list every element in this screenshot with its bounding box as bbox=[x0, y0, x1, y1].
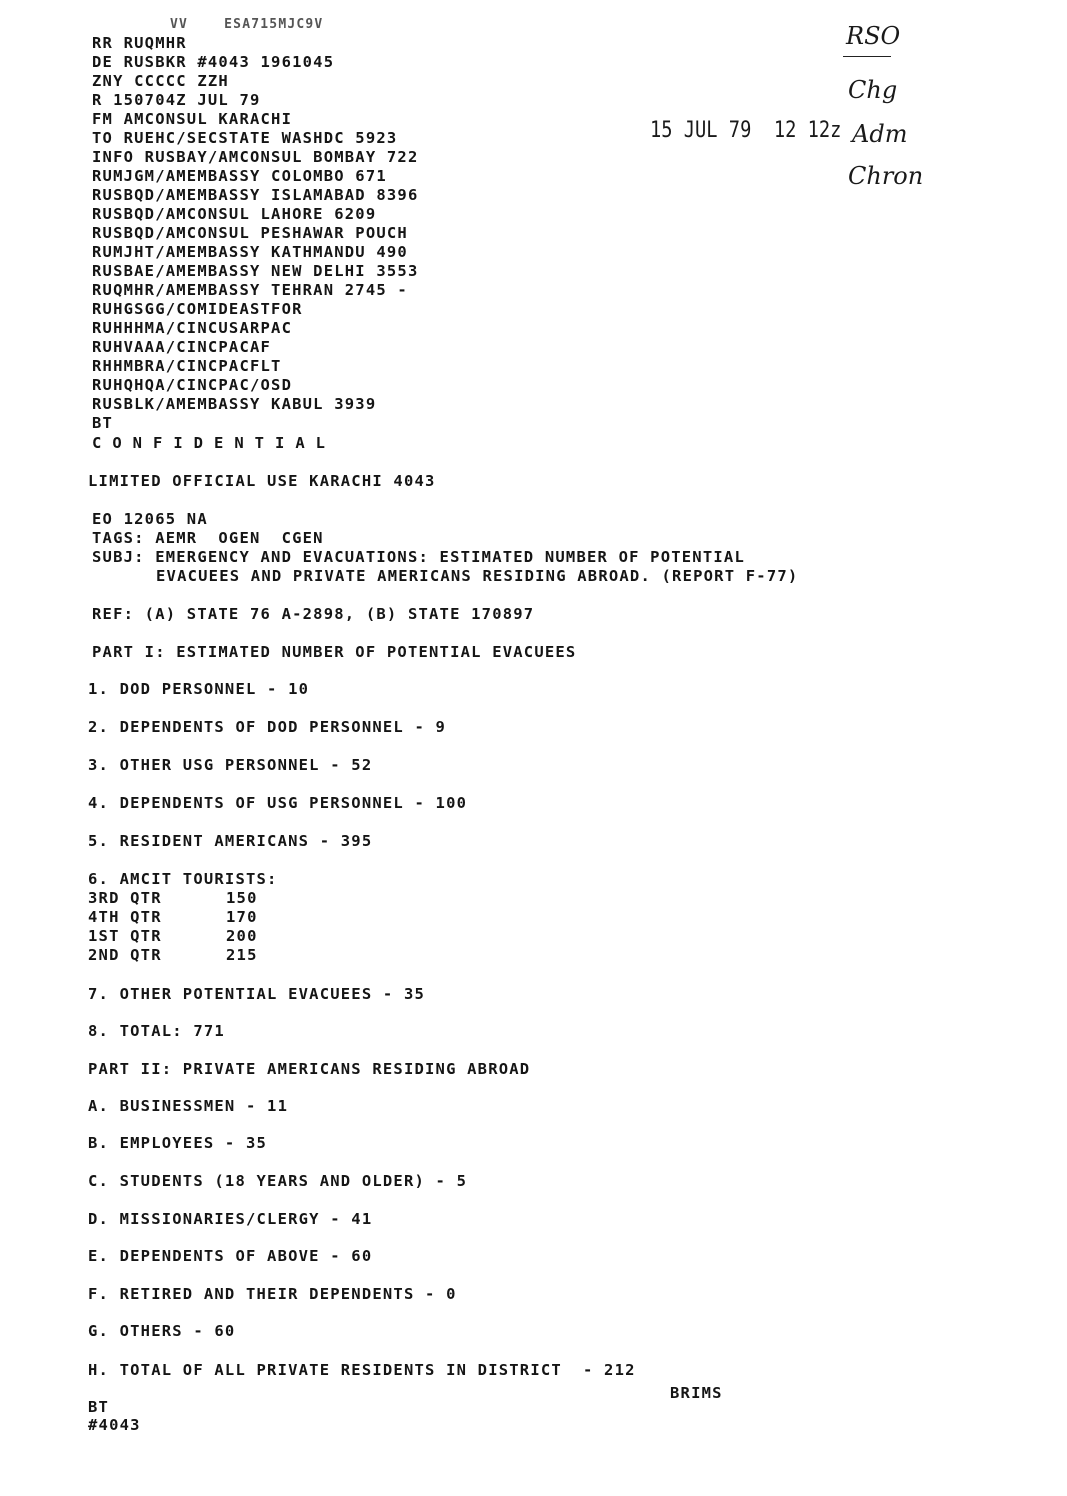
tourist-count: 170 bbox=[226, 908, 258, 926]
tourist-quarter: 4TH QTR bbox=[88, 908, 162, 926]
tourists-heading: 6. AMCIT TOURISTS: bbox=[88, 870, 278, 888]
tourist-count: 150 bbox=[226, 889, 258, 907]
part2-item: E. DEPENDENTS OF ABOVE - 60 bbox=[88, 1247, 373, 1265]
tourist-count: 200 bbox=[226, 927, 258, 945]
date-time-group: R 150704Z JUL 79 bbox=[92, 91, 261, 109]
routing-zny: ZNY CCCCC ZZH bbox=[92, 72, 229, 90]
tourist-quarter: 3RD QTR bbox=[88, 889, 162, 907]
received-date-stamp: 15 JUL 79 12 12z bbox=[650, 118, 842, 143]
tags-line: TAGS: AEMR OGEN CGEN bbox=[92, 529, 324, 547]
top-fragment: VV ESA715MJC9V bbox=[170, 17, 324, 32]
info-line: RUHQHQA/CINCPAC/OSD bbox=[92, 376, 293, 394]
from-line: FM AMCONSUL KARACHI bbox=[92, 110, 293, 128]
part2-total: H. TOTAL OF ALL PRIVATE RESIDENTS IN DISTRICT - 212 bbox=[88, 1361, 636, 1379]
end-bt-marker: BT bbox=[88, 1398, 110, 1416]
info-line: RUHHHMA/CINCUSARPAC bbox=[92, 319, 293, 337]
part1-heading: PART I: ESTIMATED NUMBER OF POTENTIAL EVACUEES bbox=[92, 643, 577, 661]
info-line: RHHMBRA/CINCPACFLT bbox=[92, 357, 282, 375]
info-line: RUMJGM/AMEMBASSY COLOMBO 671 bbox=[92, 167, 387, 185]
reference-line: REF: (A) STATE 76 A-2898, (B) STATE 170897 bbox=[92, 605, 535, 623]
limited-use-line: LIMITED OFFICIAL USE KARACHI 4043 bbox=[88, 472, 436, 490]
info-line: RUHGSGG/COMIDEASTFOR bbox=[92, 300, 303, 318]
part1-total: 8. TOTAL: 771 bbox=[88, 1022, 225, 1040]
part1-item: 7. OTHER POTENTIAL EVACUEES - 35 bbox=[88, 985, 426, 1003]
rso-underline bbox=[843, 56, 891, 57]
signature: BRIMS bbox=[670, 1384, 723, 1402]
eo-line: EO 12065 NA bbox=[92, 510, 208, 528]
part1-item: 5. RESIDENT AMERICANS - 395 bbox=[88, 832, 373, 850]
tourist-quarter: 1ST QTR bbox=[88, 927, 162, 945]
handwritten-rso: RSO bbox=[846, 22, 901, 50]
part2-item: C. STUDENTS (18 YEARS AND OLDER) - 5 bbox=[88, 1172, 468, 1190]
part2-heading: PART II: PRIVATE AMERICANS RESIDING ABROAD bbox=[88, 1060, 531, 1078]
info-line: INFO RUSBAY/AMCONSUL BOMBAY 722 bbox=[92, 148, 419, 166]
part2-item: A. BUSINESSMEN - 11 bbox=[88, 1097, 289, 1115]
info-line: RUSBAE/AMEMBASSY NEW DELHI 3553 bbox=[92, 262, 419, 280]
subject-line-1: SUBJ: EMERGENCY AND EVACUATIONS: ESTIMATED NUMBER OF POTENTIAL bbox=[92, 548, 745, 566]
handwritten-adm: Adm bbox=[852, 120, 908, 148]
info-line: RUMJHT/AMEMBASSY KATHMANDU 490 bbox=[92, 243, 408, 261]
info-line: RUQMHR/AMEMBASSY TEHRAN 2745 - bbox=[92, 281, 408, 299]
info-line: RUSBQD/AMCONSUL PESHAWAR POUCH bbox=[92, 224, 408, 242]
info-line: RUSBQD/AMCONSUL LAHORE 6209 bbox=[92, 205, 377, 223]
routing-de: DE RUSBKR #4043 1961045 bbox=[92, 53, 335, 71]
part1-item: 4. DEPENDENTS OF USG PERSONNEL - 100 bbox=[88, 794, 468, 812]
handwritten-chron: Chron bbox=[848, 162, 924, 190]
part1-item: 2. DEPENDENTS OF DOD PERSONNEL - 9 bbox=[88, 718, 447, 736]
info-line: RUSBQD/AMEMBASSY ISLAMABAD 8396 bbox=[92, 186, 419, 204]
subject-line-2: EVACUEES AND PRIVATE AMERICANS RESIDING ABROAD. (REPORT F-77) bbox=[156, 567, 799, 585]
bt-marker: BT bbox=[92, 414, 114, 432]
routing-rr: RR RUQMHR bbox=[92, 34, 187, 52]
part2-item: G. OTHERS - 60 bbox=[88, 1322, 236, 1340]
part1-item: 1. DOD PERSONNEL - 10 bbox=[88, 680, 310, 698]
tourist-quarter: 2ND QTR bbox=[88, 946, 162, 964]
part2-item: D. MISSIONARIES/CLERGY - 41 bbox=[88, 1210, 373, 1228]
end-message-number: #4043 bbox=[88, 1416, 141, 1434]
info-line: RUSBLK/AMEMBASSY KABUL 3939 bbox=[92, 395, 377, 413]
info-line: RUHVAAA/CINCPACAF bbox=[92, 338, 272, 356]
part1-item: 3. OTHER USG PERSONNEL - 52 bbox=[88, 756, 373, 774]
handwritten-chg: Chg bbox=[848, 76, 898, 104]
to-line: TO RUEHC/SECSTATE WASHDC 5923 bbox=[92, 129, 398, 147]
part2-item: B. EMPLOYEES - 35 bbox=[88, 1134, 268, 1152]
tourist-count: 215 bbox=[226, 946, 258, 964]
part2-item: F. RETIRED AND THEIR DEPENDENTS - 0 bbox=[88, 1285, 457, 1303]
classification: CONFIDENTIAL bbox=[92, 434, 336, 452]
